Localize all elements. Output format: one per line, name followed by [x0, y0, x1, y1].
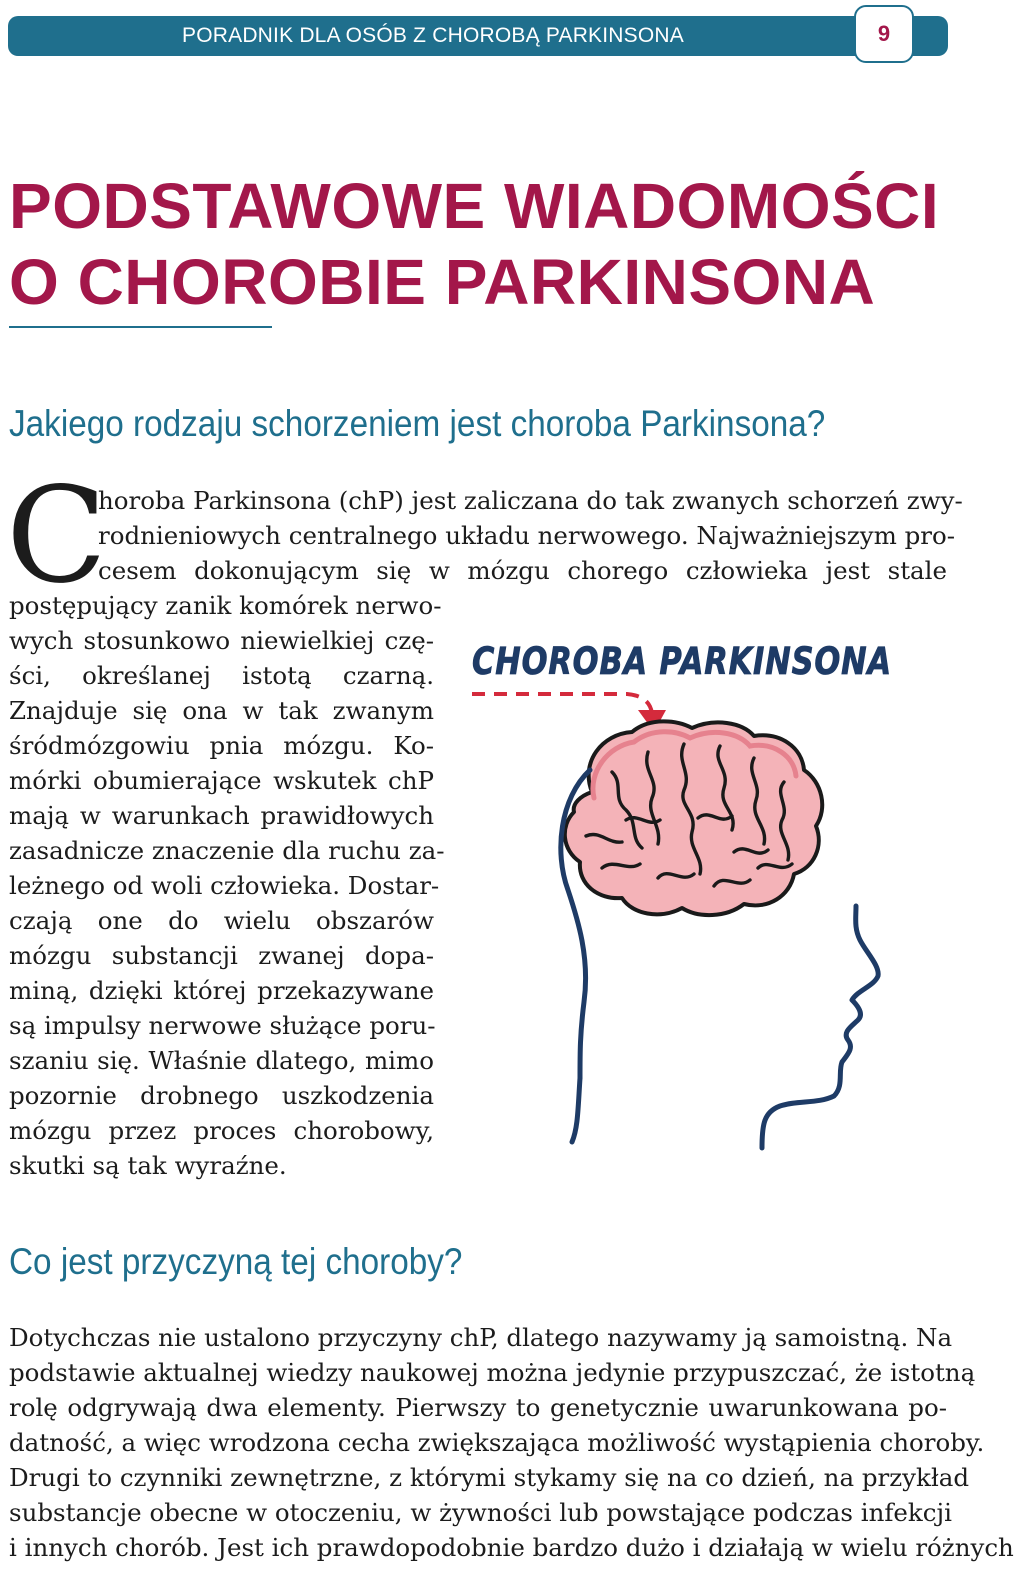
- paragraph-line: podstawie aktualnej wiedzy naukowej można jedynie przypuszczać, że istotną: [9, 1358, 976, 1387]
- paragraph-line: horoba Parkinsona (chP) jest zaliczana do tak zwanych schorzeń zwy-: [98, 486, 963, 515]
- illustration-caption: CHOROBA PARKINSONA: [472, 640, 892, 683]
- paragraph-line: cesem dokonującym się w mózgu chorego człowieka jest stale: [98, 556, 947, 585]
- paragraph-line: rolę odgrywają dwa elementy. Pierwszy to genetycznie uwarunkowana po-: [9, 1393, 947, 1422]
- neck-outline: [572, 1078, 580, 1142]
- paragraph-line: zasadnicze znaczenie dla ruchu za-: [9, 836, 445, 865]
- section-heading-disease-type: Jakiego rodzaju schorzeniem jest choroba Parkinsona?: [9, 403, 826, 444]
- paragraph-line: i innych chorób. Jest ich prawdopodobnie bardzo dużo i działają w wielu różnych: [9, 1533, 1014, 1562]
- running-header: [8, 16, 948, 56]
- paragraph-line: rodnieniowych centralnego układu nerwowego. Najważniejszym pro-: [98, 521, 956, 550]
- paragraph-line: Dotychczas nie ustalono przyczyny chP, dlatego nazywamy ją samoistną. Na: [9, 1323, 953, 1352]
- brain-head-illustration: [462, 622, 902, 1162]
- paragraph-line: miną, dzięki której przekazywane: [9, 976, 434, 1005]
- paragraph-line: skutki są tak wyraźne.: [9, 1151, 287, 1180]
- title-underline-divider: [9, 326, 272, 328]
- page-number-badge: 9: [854, 5, 914, 63]
- dashed-arrow-line: [472, 694, 652, 714]
- paragraph-line: postępujący zanik komórek nerwo-: [9, 591, 442, 620]
- brain-icon: [565, 721, 822, 915]
- paragraph-line: leżnego od woli człowieka. Dostar-: [9, 871, 440, 900]
- paragraph-line: pozornie drobnego uszkodzenia: [9, 1081, 434, 1110]
- paragraph-line: datność, a więc wrodzona cecha zwiększająca możliwość wystąpienia choroby.: [9, 1428, 985, 1457]
- paragraph-line: ści, określanej istotą czarną.: [9, 661, 434, 690]
- paragraph-line: śródmózgowiu pnia mózgu. Ko-: [9, 731, 434, 760]
- running-header-title: PORADNIK DLA OSÓB Z CHOROBĄ PARKINSONA: [182, 24, 684, 47]
- chapter-title-line-1: PODSTAWOWE WIADOMOŚCI: [9, 170, 940, 242]
- paragraph-line: są impulsy nerwowe służące poru-: [9, 1011, 436, 1040]
- section-heading-causes: Co jest przyczyną tej choroby?: [9, 1241, 463, 1282]
- paragraph-line: mają w warunkach prawidłowych: [9, 801, 434, 830]
- paragraph-line: Drugi to czynniki zewnętrzne, z którymi stykamy się na co dzień, na przykład: [9, 1463, 970, 1492]
- paragraph-line: szaniu się. Właśnie dlatego, mimo: [9, 1046, 434, 1075]
- paragraph-line: mózgu substancji zwanej dopa-: [9, 941, 434, 970]
- paragraph-line: mórki obumierające wskutek chP: [9, 766, 434, 795]
- chapter-title: [9, 168, 954, 320]
- chapter-title-line-2: O CHOROBIE PARKINSONA: [9, 246, 876, 318]
- paragraph-line: czają one do wielu obszarów: [9, 906, 434, 935]
- paragraph-line: mózgu przez proces chorobowy,: [9, 1116, 434, 1145]
- paragraph-line: wych stosunkowo niewielkiej czę-: [9, 626, 434, 655]
- paragraph-line: substancje obecne w otoczeniu, w żywności lub powstające podczas infekcji: [9, 1498, 952, 1527]
- paragraph-line: Znajduje się ona w tak zwanym: [9, 696, 434, 725]
- drop-cap: C: [6, 459, 107, 613]
